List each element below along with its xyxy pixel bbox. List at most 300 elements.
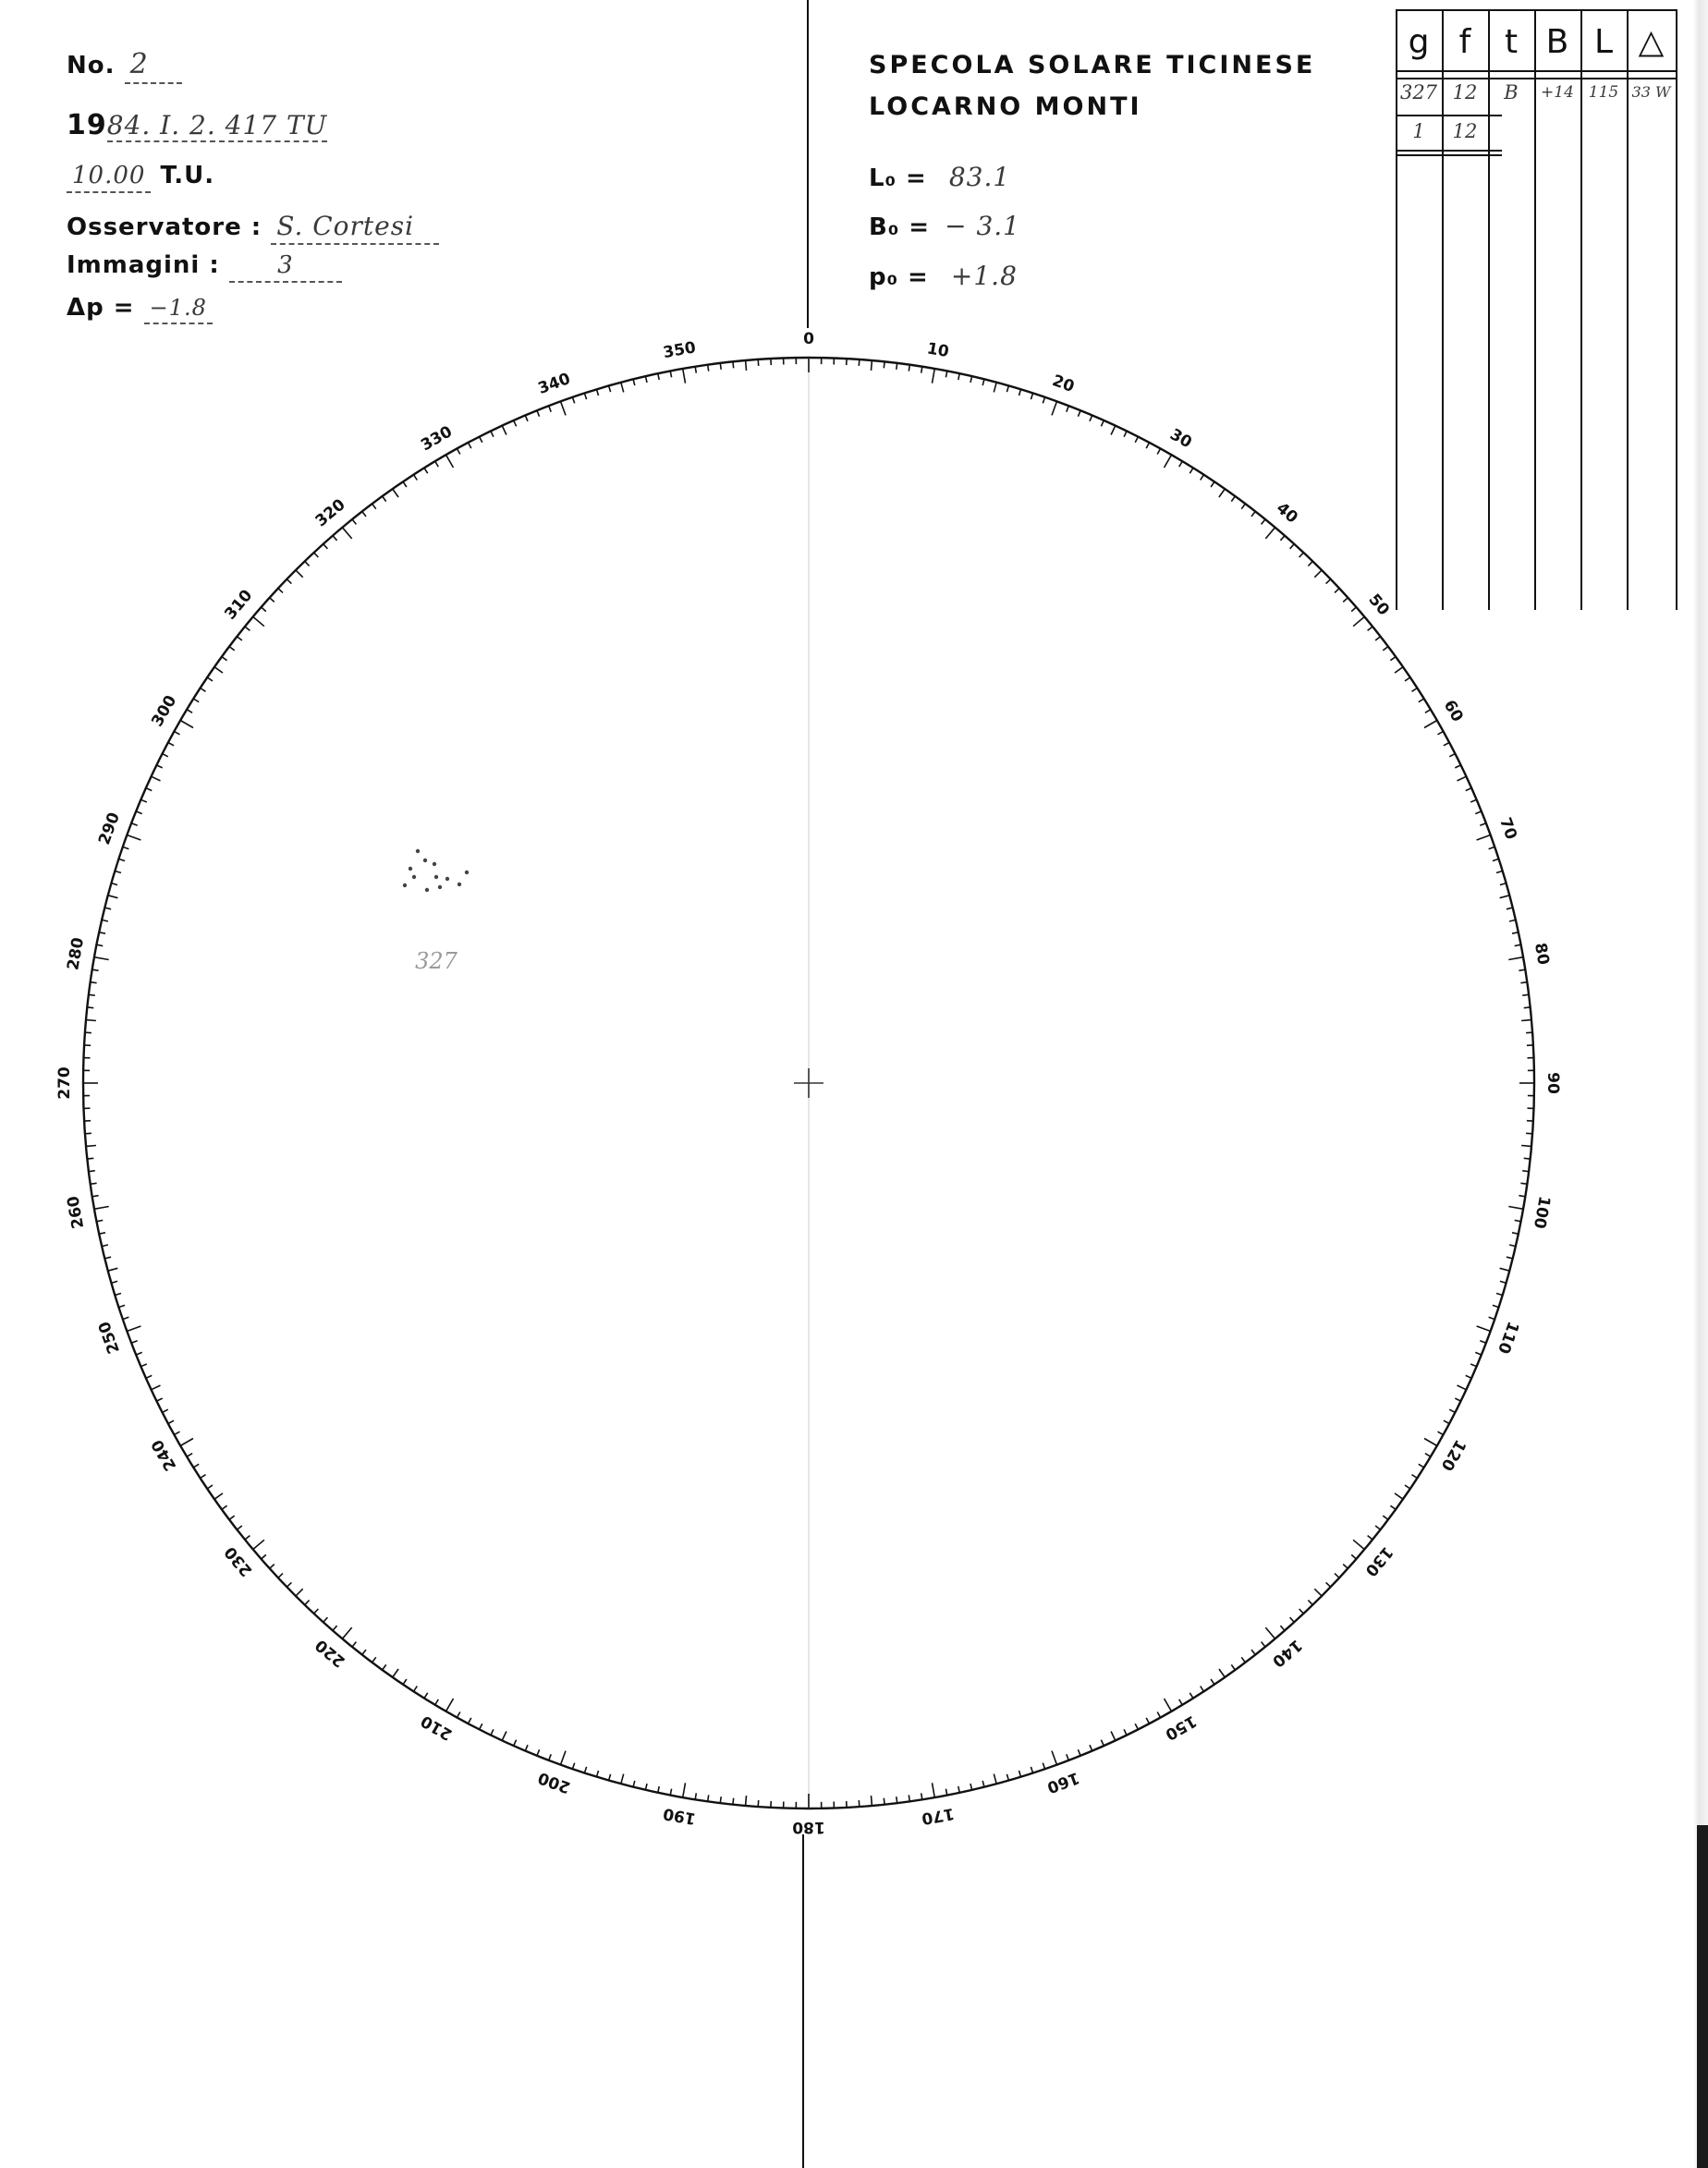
- scale-tick: [1521, 1020, 1531, 1021]
- scale-tick: [1519, 969, 1525, 970]
- scale-tick: [446, 455, 454, 468]
- scale-label: 350: [661, 338, 698, 363]
- scale-tick: [958, 373, 959, 380]
- scale-tick: [1493, 1305, 1499, 1307]
- scale-label: 80: [1530, 941, 1553, 967]
- l0-value: 83.1: [948, 162, 1011, 192]
- scale-tick: [1157, 448, 1160, 454]
- scale-tick: [99, 932, 105, 933]
- scale-tick: [1101, 1740, 1104, 1746]
- scale-tick: [1262, 519, 1265, 525]
- scale-tick: [127, 1326, 140, 1332]
- scale-tick: [111, 883, 117, 885]
- scale-label: 30: [1166, 425, 1195, 453]
- scale-tick: [1419, 699, 1424, 702]
- scale-tick: [1190, 1693, 1193, 1699]
- scale-tick: [435, 1699, 439, 1705]
- scale-tick: [1470, 1364, 1476, 1367]
- scale-tick: [1470, 799, 1476, 802]
- scale-tick: [537, 410, 540, 417]
- number-value: 2: [125, 48, 182, 84]
- scale-tick: [1368, 627, 1373, 630]
- scale-tick: [86, 1146, 96, 1147]
- scale-tick: [597, 389, 599, 396]
- scale-tick: [1326, 579, 1331, 584]
- scale-tick: [491, 431, 494, 436]
- scale-label: 110: [1494, 1319, 1522, 1357]
- scale-tick: [1455, 765, 1460, 768]
- scale-tick: [108, 1268, 118, 1271]
- table-header-t: t: [1504, 23, 1519, 61]
- time-unit: T.U.: [160, 162, 215, 189]
- scale-label: 150: [1162, 1711, 1200, 1744]
- scale-tick: [94, 1207, 109, 1210]
- scale-tick: [1520, 1183, 1527, 1184]
- delta-p-label: Δp =: [67, 294, 135, 322]
- scale-tick: [237, 1526, 242, 1529]
- table-cell: 12: [1452, 81, 1478, 104]
- scale-label: 140: [1268, 1635, 1306, 1671]
- scale-tick: [296, 1589, 303, 1596]
- scale-tick: [1179, 1699, 1183, 1705]
- scale-tick: [104, 1257, 111, 1259]
- scale-tick: [287, 1582, 291, 1587]
- scale-tick: [85, 1032, 92, 1033]
- scale-tick: [180, 1439, 193, 1446]
- scale-tick: [87, 1007, 93, 1008]
- scale-tick: [514, 420, 517, 426]
- scale-label: 40: [1272, 499, 1301, 528]
- table-cell: 33 W: [1631, 83, 1671, 101]
- scale-tick: [758, 359, 759, 366]
- scale-tick: [1425, 1454, 1431, 1457]
- scale-tick: [1335, 589, 1339, 593]
- scale-tick: [1179, 461, 1183, 467]
- scale-tick: [314, 553, 319, 557]
- scale-tick: [1190, 468, 1193, 473]
- table-header-g: g: [1408, 23, 1430, 61]
- scale-tick: [921, 367, 922, 373]
- scale-tick: [1449, 1409, 1455, 1412]
- scale-tick: [193, 699, 199, 702]
- scale-tick: [1438, 731, 1444, 734]
- scale-tick: [393, 1669, 398, 1677]
- sunspot: [465, 871, 469, 874]
- scale-tick: [140, 1364, 146, 1367]
- scale-tick: [1299, 1609, 1304, 1614]
- scale-tick: [104, 907, 111, 909]
- sunspot: [412, 875, 416, 879]
- scale-tick: [1383, 1516, 1388, 1519]
- scale-tick: [1405, 677, 1410, 681]
- table-cell: 115: [1588, 83, 1619, 102]
- scale-tick: [1508, 1207, 1523, 1210]
- scale-tick: [92, 969, 99, 970]
- scale-tick: [1509, 920, 1516, 921]
- scale-tick: [1405, 1485, 1410, 1489]
- sunspot: [423, 859, 427, 862]
- scale-tick: [91, 1183, 97, 1184]
- scale-tick: [127, 835, 140, 841]
- scale-tick: [131, 1341, 138, 1344]
- scale-tick: [174, 1431, 179, 1434]
- scale-tick: [549, 406, 552, 412]
- scale-tick: [214, 1493, 223, 1499]
- scale-tick: [253, 1540, 264, 1549]
- scale-label: 340: [535, 370, 573, 398]
- scale-tick: [758, 1800, 759, 1807]
- scale-tick: [115, 1294, 121, 1296]
- scale-tick: [1052, 1751, 1057, 1765]
- scale-tick: [1343, 1565, 1348, 1569]
- scale-tick: [1165, 455, 1172, 468]
- scale-tick: [102, 920, 108, 921]
- scale-tick: [1390, 657, 1396, 661]
- scale-tick: [1165, 1699, 1172, 1711]
- scale-tick: [502, 1732, 506, 1741]
- scale-tick: [658, 1786, 659, 1793]
- scale-tick: [1351, 607, 1356, 612]
- sunspot: [433, 862, 436, 866]
- scale-tick: [1480, 1341, 1486, 1344]
- scale-tick: [1043, 397, 1044, 404]
- scale-tick: [362, 511, 366, 517]
- scale-tick: [222, 1505, 227, 1509]
- scale-tick: [1231, 496, 1235, 502]
- scale-tick: [146, 1375, 152, 1378]
- scale-tick: [1522, 994, 1529, 995]
- scale-tick: [1375, 1526, 1381, 1529]
- scale-label: 50: [1364, 591, 1393, 620]
- scale-tick: [1124, 1729, 1127, 1735]
- scale-tick: [163, 754, 168, 757]
- scale-tick: [1466, 788, 1471, 791]
- scale-tick: [237, 637, 242, 640]
- scale-tick: [163, 1409, 168, 1412]
- scale-tick: [1314, 1589, 1322, 1596]
- scale-tick: [1211, 481, 1214, 487]
- scale-tick: [1395, 667, 1403, 673]
- scale-tick: [403, 1679, 407, 1685]
- scale-label: 280: [64, 935, 89, 972]
- scale-label: 70: [1495, 815, 1520, 843]
- scale-tick: [201, 688, 206, 692]
- scale-tick: [1219, 489, 1225, 497]
- scale-tick: [152, 1385, 161, 1390]
- time-value: 10.00: [67, 162, 151, 193]
- scale-tick: [136, 811, 142, 814]
- scale-tick: [621, 1774, 624, 1784]
- scale-tick: [1500, 895, 1510, 898]
- scale-label: 240: [148, 1436, 181, 1474]
- scale-tick: [1067, 1754, 1069, 1760]
- scale-tick: [1515, 1220, 1521, 1221]
- scale-tick: [1201, 475, 1204, 481]
- sunspot: [458, 883, 461, 886]
- scale-tick: [720, 1797, 721, 1803]
- p0-value: +1.8: [950, 261, 1018, 291]
- scale-tick: [1477, 835, 1491, 841]
- scale-tick: [123, 846, 129, 848]
- scale-tick: [561, 401, 567, 415]
- scale-tick: [597, 1771, 599, 1777]
- scale-tick: [633, 379, 635, 385]
- scale-tick: [1146, 1718, 1149, 1723]
- scale-tick: [323, 1617, 328, 1622]
- scale-tick: [1496, 871, 1503, 873]
- scale-tick: [1146, 443, 1149, 448]
- table-header-f: f: [1458, 23, 1471, 61]
- scale-tick: [1241, 1657, 1245, 1663]
- scale-tick: [746, 360, 747, 371]
- scale-tick: [108, 895, 118, 898]
- scale-tick: [342, 528, 351, 539]
- scale-tick: [1395, 1493, 1403, 1499]
- scale-tick: [933, 369, 935, 384]
- scale-tick: [222, 657, 227, 661]
- scale-tick: [970, 1784, 972, 1790]
- scale-tick: [278, 1574, 283, 1578]
- scale-label: 290: [95, 810, 124, 847]
- scale-tick: [982, 379, 984, 385]
- scale-tick: [994, 1774, 996, 1784]
- scale-tick: [695, 367, 696, 373]
- scale-tick: [131, 823, 138, 826]
- scale-tick: [168, 743, 174, 746]
- scale-tick: [1201, 1687, 1204, 1692]
- scale-label: 230: [221, 1542, 257, 1580]
- scale-label: 120: [1436, 1436, 1470, 1474]
- scale-tick: [352, 519, 356, 525]
- scale-tick: [1019, 389, 1021, 396]
- scale-tick: [1078, 1749, 1080, 1756]
- scale-tick: [1052, 401, 1057, 415]
- scale-tick: [1280, 1626, 1285, 1630]
- scale-tick: [1496, 1294, 1503, 1296]
- sunspot-group-label: 327: [415, 948, 458, 974]
- scale-tick: [572, 397, 574, 404]
- scale-tick: [970, 376, 972, 383]
- scale-tick: [658, 373, 659, 380]
- scale-label: 310: [221, 586, 257, 624]
- scale-tick: [270, 598, 274, 603]
- scale-tick: [156, 765, 162, 768]
- scale-tick: [1509, 1245, 1516, 1247]
- scale-tick: [1412, 1475, 1418, 1479]
- scale-tick: [92, 1196, 99, 1197]
- scale-tick: [609, 1774, 611, 1781]
- scale-tick: [1241, 504, 1245, 509]
- scale-tick: [1251, 511, 1255, 517]
- b0-value: − 3.1: [945, 211, 1020, 241]
- scale-tick: [305, 1601, 310, 1605]
- scale-tick: [1290, 1617, 1295, 1622]
- observer-value: S. Cortesi: [271, 211, 439, 245]
- scale-tick: [111, 1281, 117, 1283]
- scale-tick: [435, 461, 439, 467]
- scale-tick: [333, 1626, 337, 1630]
- scale-tick: [91, 982, 97, 983]
- scale-tick: [683, 1783, 686, 1797]
- table-header-l: L: [1593, 23, 1614, 61]
- scale-tick: [645, 1784, 647, 1790]
- scale-tick: [859, 1800, 860, 1807]
- scale-tick: [1090, 415, 1092, 420]
- scale-tick: [123, 1317, 129, 1319]
- scale-tick: [457, 1712, 459, 1718]
- scale-tick: [193, 1464, 199, 1468]
- scale-tick: [859, 359, 860, 366]
- scale-tick: [253, 616, 264, 626]
- scale-tick: [982, 1781, 984, 1787]
- scale-tick: [1475, 1352, 1482, 1355]
- scale-tick: [446, 1699, 454, 1711]
- number-label: No.: [67, 52, 116, 79]
- scale-tick: [1390, 1505, 1396, 1509]
- scale-tick: [372, 504, 376, 509]
- scale-tick: [1211, 1679, 1214, 1685]
- b0-label: B₀ =: [869, 213, 931, 241]
- scale-label: 130: [1360, 1542, 1397, 1580]
- scale-tick: [296, 570, 303, 578]
- scale-tick: [118, 859, 125, 860]
- scale-tick: [305, 561, 310, 566]
- scale-tick: [278, 589, 283, 593]
- scale-tick: [1383, 647, 1388, 651]
- scale-tick: [1438, 1431, 1444, 1434]
- scale-tick: [1458, 776, 1467, 781]
- scale-tick: [584, 1767, 586, 1773]
- scale-label: 10: [925, 339, 951, 362]
- scale-label: 210: [418, 1711, 456, 1744]
- observatory-location: LOCARNO MONTI: [869, 92, 1142, 121]
- scale-tick: [1524, 1158, 1531, 1159]
- scale-tick: [146, 788, 152, 791]
- scale-tick: [383, 1664, 386, 1670]
- scale-tick: [1326, 1582, 1331, 1587]
- scale-tick: [514, 1740, 517, 1746]
- scale-tick: [1006, 1774, 1008, 1781]
- scale-tick: [424, 468, 428, 473]
- table-cell: +14: [1541, 83, 1574, 102]
- scale-tick: [1521, 1146, 1531, 1147]
- scale-tick: [314, 1609, 319, 1614]
- scale-label: 180: [792, 1818, 825, 1836]
- scale-tick: [393, 489, 398, 497]
- scale-tick: [214, 667, 223, 673]
- scale-tick: [1512, 1233, 1519, 1234]
- scale-tick: [174, 731, 179, 734]
- scale-tick: [1078, 410, 1080, 417]
- scale-tick: [1314, 570, 1322, 578]
- scale-tick: [1368, 1536, 1373, 1540]
- table-header-delta: △: [1638, 23, 1665, 61]
- scale-label: 300: [148, 692, 181, 730]
- scale-label: 20: [1049, 371, 1077, 396]
- scale-label: 320: [311, 495, 349, 531]
- scale-tick: [201, 1475, 206, 1479]
- scale-tick: [424, 1693, 428, 1699]
- scale-tick: [670, 371, 671, 377]
- scale-tick: [1508, 957, 1523, 960]
- images-label: Immagini :: [67, 251, 220, 279]
- scale-tick: [1477, 1326, 1491, 1332]
- scale-tick: [1280, 536, 1285, 541]
- scale-tick: [87, 1158, 93, 1159]
- scale-tick: [1265, 1627, 1275, 1638]
- scale-tick: [89, 1171, 95, 1172]
- scale-tick: [1135, 1723, 1138, 1729]
- scale-tick: [1522, 1171, 1529, 1172]
- scale-tick: [1449, 754, 1455, 757]
- scale-tick: [633, 1781, 635, 1787]
- scale-tick: [491, 1729, 494, 1735]
- scale-tick: [1412, 688, 1418, 692]
- scale-tick: [1265, 528, 1275, 539]
- scale-tick: [152, 776, 161, 781]
- scale-tick: [1493, 859, 1499, 860]
- scale-tick: [180, 721, 193, 728]
- scale-tick: [1424, 721, 1437, 728]
- scale-tick: [362, 1650, 366, 1655]
- scale-tick: [372, 1657, 376, 1663]
- scale-tick: [733, 361, 734, 368]
- scale-tick: [156, 1398, 162, 1401]
- scale-tick: [118, 1305, 125, 1307]
- table-cell: 1: [1412, 120, 1425, 142]
- scale-tick: [403, 481, 407, 487]
- scale-tick: [102, 1245, 108, 1247]
- scale-tick: [1512, 932, 1519, 933]
- sunspot: [403, 883, 407, 887]
- observatory-name: SPECOLA SOLARE TICINESE: [869, 51, 1316, 79]
- scale-tick: [1101, 420, 1104, 426]
- table-cell: B: [1504, 81, 1519, 104]
- scale-tick: [525, 1745, 528, 1750]
- scale-tick: [1067, 406, 1069, 412]
- scale-tick: [262, 607, 266, 612]
- scale-tick: [229, 647, 235, 651]
- scale-label: 60: [1439, 697, 1467, 725]
- scale-tick: [352, 1642, 356, 1648]
- scale-tick: [1353, 616, 1364, 626]
- scale-tick: [933, 1783, 935, 1797]
- scan-edge-shadow: [1697, 1825, 1708, 2168]
- scale-tick: [1466, 1375, 1471, 1378]
- table-cell: 327: [1399, 81, 1438, 104]
- solar-disk: [55, 330, 1562, 1836]
- scale-tick: [94, 957, 109, 960]
- scale-tick: [708, 365, 709, 371]
- scale-tick: [1006, 385, 1008, 392]
- table-cell: 12: [1452, 120, 1478, 142]
- delta-p-value: −1.8: [144, 295, 213, 324]
- scale-tick: [207, 1485, 213, 1489]
- sunspot: [434, 875, 438, 879]
- sunspot: [438, 885, 442, 889]
- scale-tick: [1507, 1257, 1513, 1259]
- scale-tick: [733, 1798, 734, 1805]
- scale-tick: [1519, 1196, 1525, 1197]
- scale-tick: [683, 369, 686, 384]
- scale-tick: [572, 1763, 574, 1770]
- scale-tick: [96, 1220, 103, 1221]
- scale-tick: [1262, 1642, 1265, 1648]
- scale-label: 270: [55, 1066, 74, 1100]
- scale-tick: [414, 475, 418, 481]
- scale-tick: [1500, 1268, 1510, 1271]
- sunspot: [425, 888, 429, 892]
